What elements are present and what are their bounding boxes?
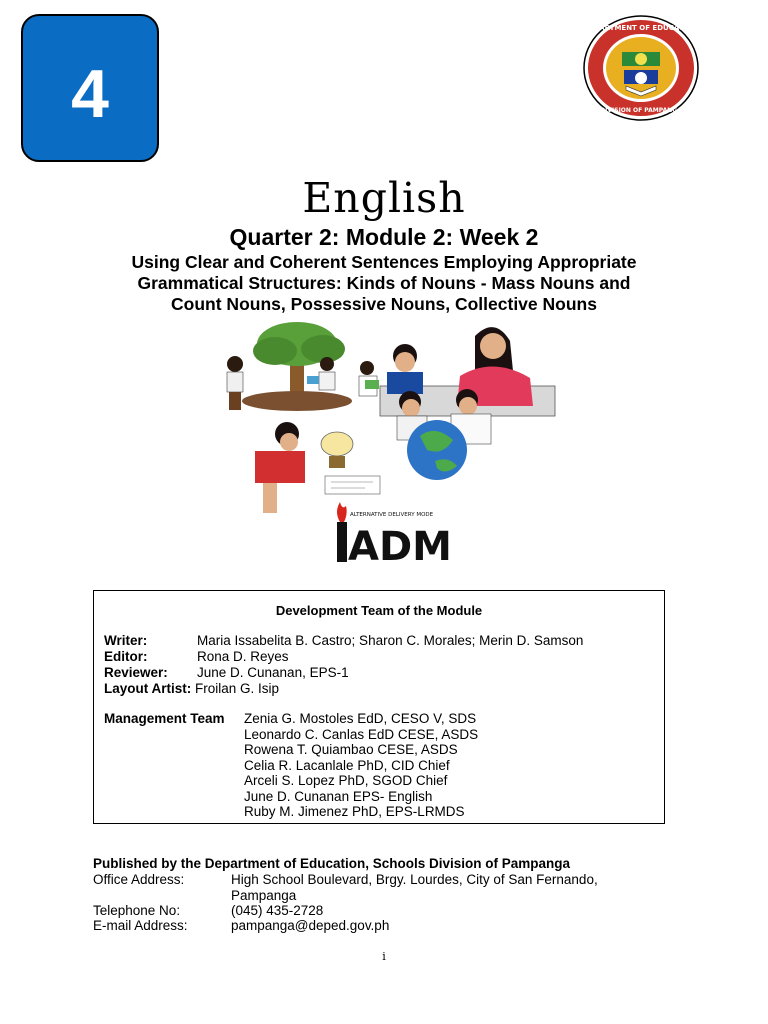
publisher-line: Published by the Department of Education, Schools Division of Pampanga <box>93 856 571 871</box>
management-member: June D. Cunanan EPS- English <box>244 788 433 804</box>
telephone-label: Telephone No: <box>93 903 181 918</box>
layout-artist-row <box>104 681 279 696</box>
page-number: i <box>382 950 386 963</box>
subject-title: English <box>302 174 466 222</box>
email-label: E-mail Address: <box>93 918 188 933</box>
adm-wordmark: ADM <box>348 524 452 570</box>
telephone-value: (045) 435-2728 <box>231 903 324 918</box>
office-address-line1: High School Boulevard, Brgy. Lourdes, City of San Fernando, <box>231 872 598 887</box>
reviewer-value: June D. Cunanan, EPS-1 <box>197 665 349 680</box>
management-member: Ruby M. Jimenez PhD, EPS-LRMDS <box>244 804 465 819</box>
management-member: Leonardo C. Canlas EdD CESE, ASDS <box>244 726 479 742</box>
reviewer-label: Reviewer: <box>104 665 168 680</box>
management-team-label: Management Team <box>104 711 225 726</box>
office-address-line2: Pampanga <box>231 888 297 903</box>
layout-artist-value: Froilan G. Isip <box>195 681 280 696</box>
topic-line: Count Nouns, Possessive Nouns, Collective Nouns <box>171 294 597 314</box>
editor-row <box>104 649 148 664</box>
seal-bottom-text: DIVISION OF PAMPANGA <box>600 107 682 114</box>
adm-logo <box>326 500 452 570</box>
deped-seal-logo <box>582 14 700 122</box>
topic-line: Using Clear and Coherent Sentences Employing Appropriate <box>131 252 637 272</box>
office-address-label: Office Address: <box>93 872 185 887</box>
management-member: Celia R. Lacanlale PhD, CID Chief <box>244 757 450 773</box>
management-member: Rowena T. Quiambao CESE, ASDS <box>244 742 458 757</box>
management-member: Zenia G. Mostoles EdD, CESO V, SDS <box>244 711 477 726</box>
learners-illustration <box>205 316 560 521</box>
reviewer-row <box>104 665 168 680</box>
topic-line: Grammatical Structures: Kinds of Nouns - Mass Nouns and <box>137 273 631 293</box>
layout-artist-label: Layout Artist: <box>104 681 192 696</box>
management-member: Arceli S. Lopez PhD, SGOD Chief <box>244 773 448 788</box>
grade-number: 4 <box>71 56 109 132</box>
writer-label: Writer: <box>104 633 148 648</box>
module-topic <box>80 252 688 315</box>
adm-tagline: ALTERNATIVE DELIVERY MODE <box>350 512 434 518</box>
dev-team-heading: Development Team of the Module <box>275 603 483 618</box>
email-value: pampanga@deped.gov.ph <box>231 918 390 933</box>
grade-badge <box>21 14 159 162</box>
management-team-list <box>244 711 478 820</box>
quarter-module-week: Quarter 2: Module 2: Week 2 <box>229 224 539 250</box>
writer-value: Maria Issabelita B. Castro; Sharon C. Morales; Merin D. Samson <box>197 633 584 648</box>
editor-label: Editor: <box>104 649 148 664</box>
management-label-row <box>104 711 225 726</box>
writer-row <box>104 633 147 648</box>
editor-value: Rona D. Reyes <box>197 649 289 664</box>
development-team-box <box>93 590 665 824</box>
seal-top-text: DEPARTMENT OF EDUCATION <box>584 24 698 32</box>
